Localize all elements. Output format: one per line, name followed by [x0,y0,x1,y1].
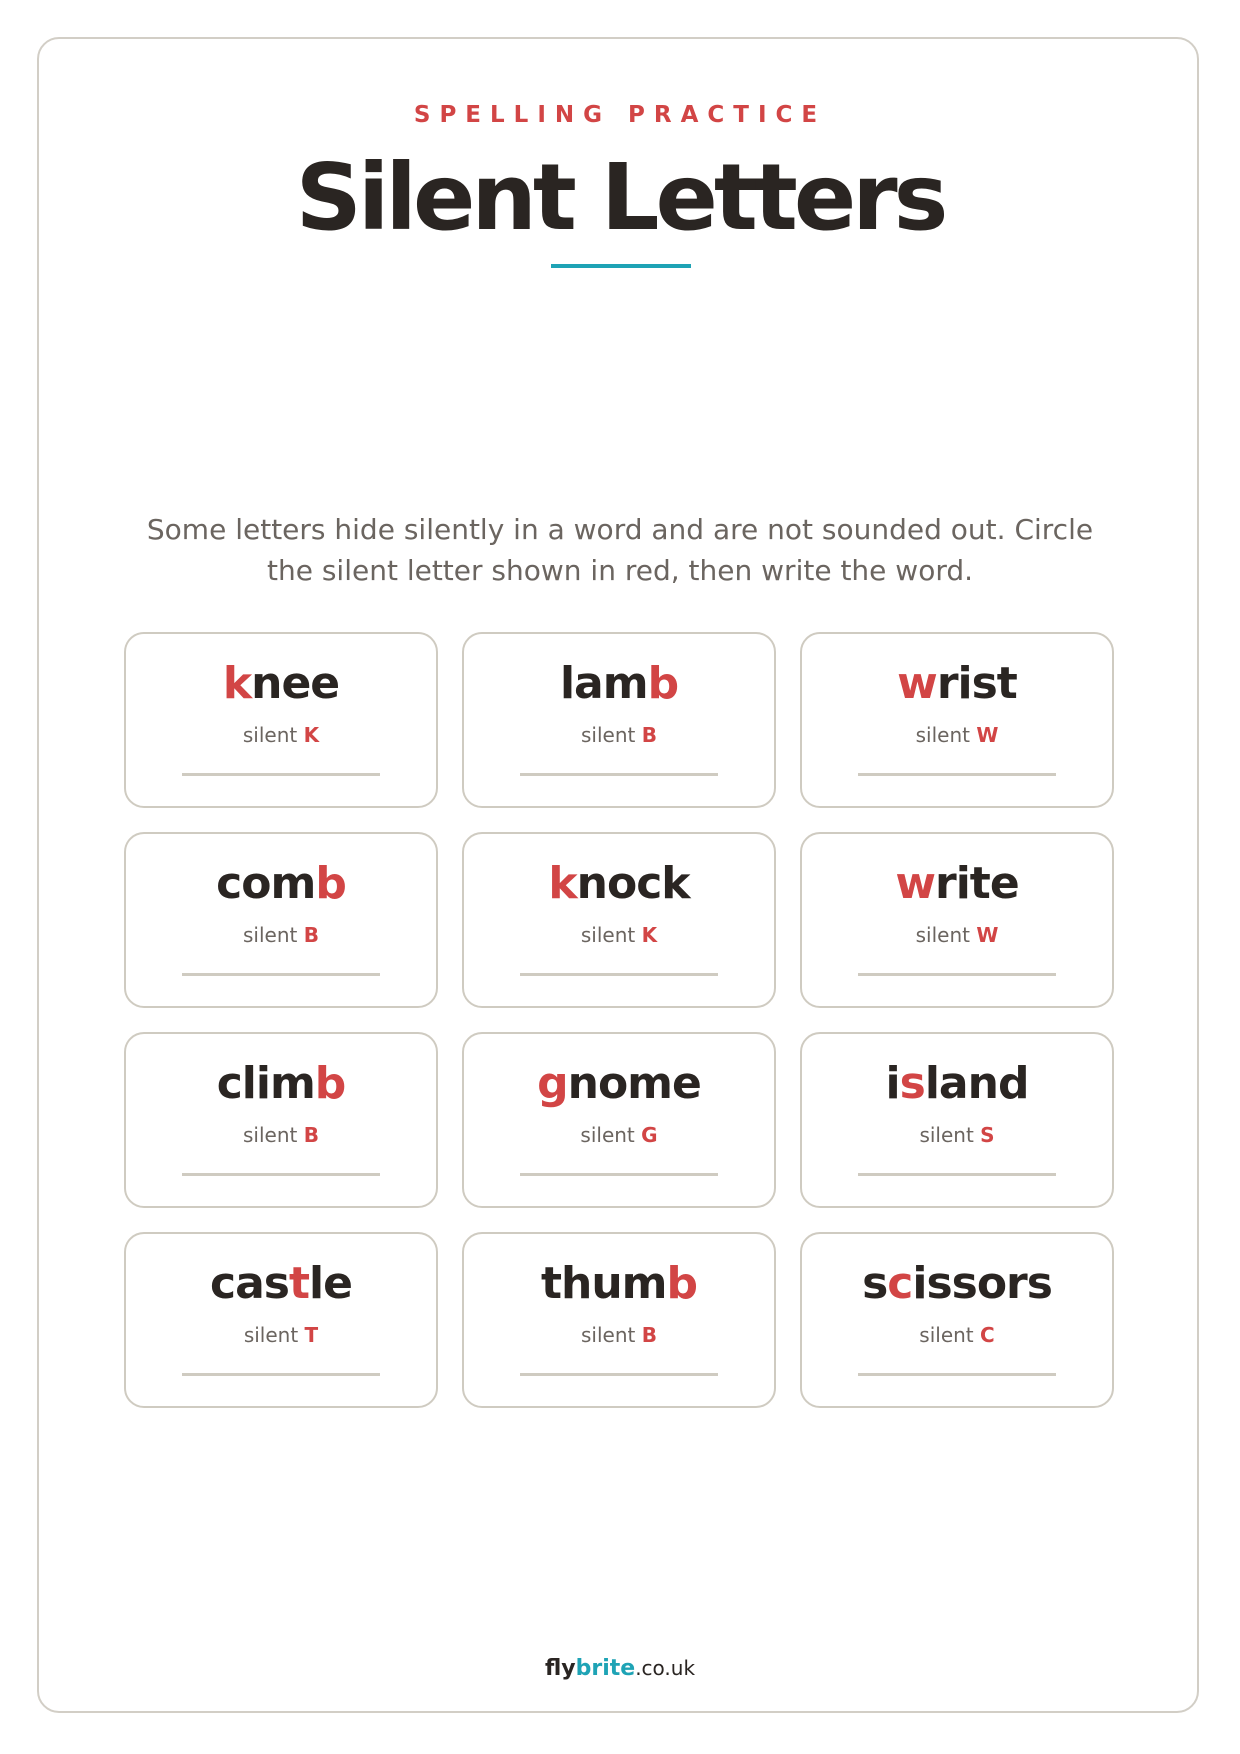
word-part-after: nock [576,858,690,909]
word-part-before: com [216,858,316,909]
hint-prefix: silent [919,1123,974,1147]
answer-write-line[interactable] [858,973,1056,976]
hint-letter: S [980,1123,995,1147]
word-text [464,856,774,912]
word-text [126,856,436,912]
word-text [126,1056,436,1112]
hint-prefix: silent [915,923,970,947]
word-card-scissors [800,1232,1114,1408]
word-part-before: thum [540,1258,667,1309]
answer-write-line[interactable] [520,1173,718,1176]
word-card-gnome [462,1032,776,1208]
silent-letter[interactable]: k [548,858,577,909]
silent-letter[interactable]: k [222,658,252,709]
footer-brand [0,1654,1240,1683]
answer-write-line[interactable] [858,1373,1056,1376]
word-text [802,856,1112,912]
word-card-castle [124,1232,438,1408]
answer-write-line[interactable] [858,773,1056,776]
hint-prefix: silent [243,1323,299,1347]
word-card-comb [124,832,438,1008]
word-card-knock [462,832,776,1008]
word-text [464,656,774,712]
hint-prefix: silent [919,1323,974,1347]
word-card-knee [124,632,438,808]
silent-letter[interactable]: g [537,1058,568,1109]
word-text [464,1256,774,1312]
silent-hint [126,1122,436,1148]
hint-prefix: silent [243,923,298,947]
silent-letter[interactable]: b [647,658,679,709]
brand-domain: .co.uk [635,1656,696,1680]
word-card-grid [124,632,1115,1408]
word-part-before: i [885,1058,900,1109]
word-text [802,656,1112,712]
hint-prefix: silent [581,1323,636,1347]
silent-letter[interactable]: c [887,1258,913,1309]
hint-letter: K [641,923,658,947]
silent-letter[interactable]: b [315,858,346,909]
silent-hint [464,722,774,748]
brand-name-part2: brite [575,1656,636,1681]
hint-letter: K [303,723,320,747]
word-text [126,656,436,712]
instructions-text: Some letters hide silently in a word and are not sounded out. Circle the silent letter shown in red, then write the word. [146,513,1094,587]
title-underline [551,264,691,268]
hint-letter: B [641,723,657,747]
silent-hint [464,1122,774,1148]
answer-write-line[interactable] [182,973,380,976]
word-part-before: cas [210,1258,289,1309]
word-text [126,1256,436,1312]
brand-name-part1: fly [544,1656,576,1681]
answer-write-line[interactable] [520,1373,718,1376]
hint-letter: C [980,1323,995,1347]
page-kicker: SPELLING PRACTICE [413,102,827,128]
silent-hint [126,922,436,948]
silent-hint [802,722,1112,748]
silent-hint [802,1122,1112,1148]
answer-write-line[interactable] [520,973,718,976]
word-part-after: land [924,1058,1029,1109]
word-card-write [800,832,1114,1008]
hint-prefix: silent [580,923,636,947]
hint-letter: B [641,1323,657,1347]
hint-prefix: silent [915,723,970,747]
silent-hint [126,1322,436,1348]
silent-letter[interactable]: b [314,1058,346,1109]
silent-letter[interactable]: s [899,1058,925,1109]
word-part-after: issors [912,1258,1052,1309]
answer-write-line[interactable] [182,773,380,776]
word-part-after: nee [251,658,340,709]
silent-hint [464,1322,774,1348]
silent-hint [464,922,774,948]
silent-letter[interactable]: t [288,1258,310,1309]
hint-letter: W [976,723,999,747]
hint-prefix: silent [581,723,636,747]
word-card-climb [124,1032,438,1208]
hint-prefix: silent [243,1123,298,1147]
hint-letter: T [304,1323,319,1347]
hint-letter: B [303,923,319,947]
answer-write-line[interactable] [182,1373,380,1376]
word-part-after: le [309,1258,352,1309]
word-part-after: rite [935,858,1019,909]
silent-letter[interactable]: b [666,1258,698,1309]
word-card-thumb [462,1232,776,1408]
word-card-lamb [462,632,776,808]
page-title: Silent Letters [295,144,945,251]
silent-hint [802,1322,1112,1348]
silent-letter[interactable]: w [897,658,937,709]
hint-letter: W [976,923,999,947]
hint-letter: B [303,1123,319,1147]
word-part-after: nome [567,1058,701,1109]
answer-write-line[interactable] [520,773,718,776]
hint-prefix: silent [242,723,298,747]
hint-prefix: silent [580,1123,635,1147]
word-text [802,1056,1112,1112]
word-card-wrist [800,632,1114,808]
word-part-before: s [862,1258,888,1309]
word-part-before: lam [559,658,648,709]
word-part-before: clim [216,1058,315,1109]
silent-hint [126,722,436,748]
word-text [464,1056,774,1112]
answer-write-line[interactable] [182,1173,380,1176]
word-card-island [800,1032,1114,1208]
hint-letter: G [641,1123,658,1147]
word-text [802,1256,1112,1312]
silent-letter[interactable]: w [895,858,935,909]
answer-write-line[interactable] [858,1173,1056,1176]
silent-hint [802,922,1112,948]
word-part-after: rist [936,658,1017,709]
